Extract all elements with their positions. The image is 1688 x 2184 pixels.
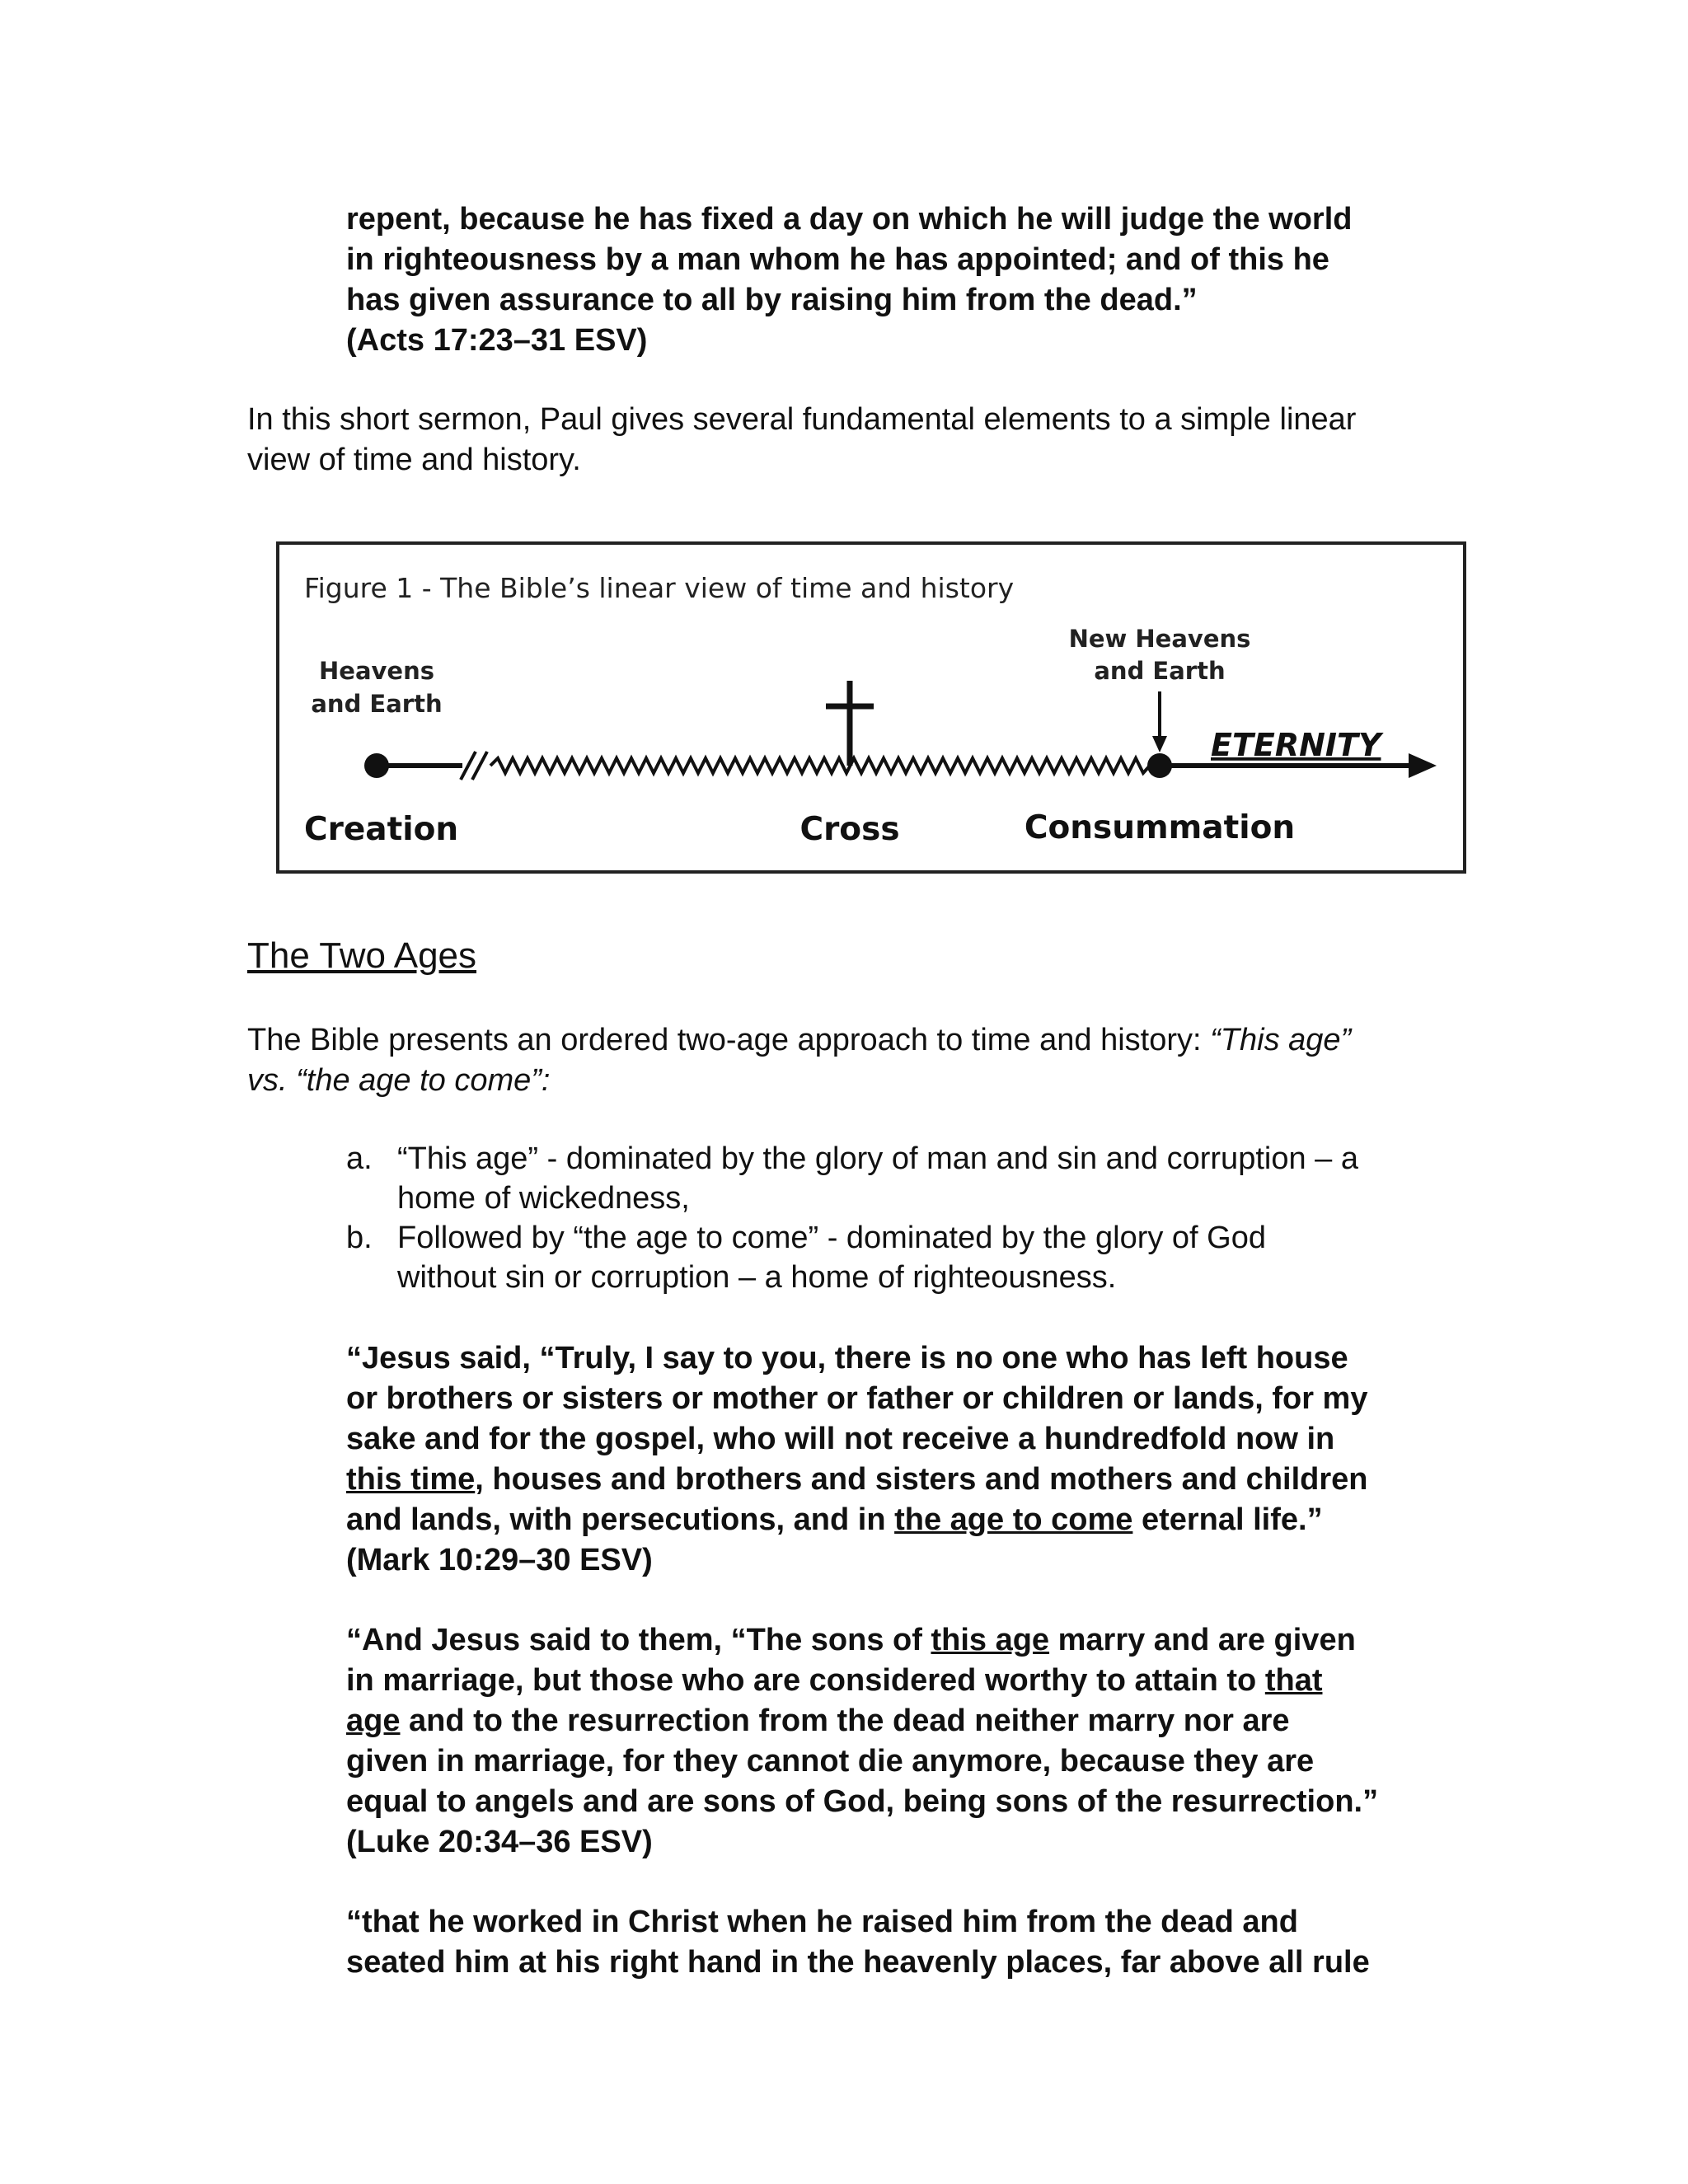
cross-label: Cross: [799, 811, 900, 848]
quote-text: “And Jesus said to them, “The sons of: [346, 1623, 931, 1657]
down-arrowhead: [1152, 736, 1167, 752]
timeline-diagram: [279, 545, 1463, 870]
two-ages-intro: [247, 1020, 1451, 1101]
paragraph-line: view of time and history.: [247, 443, 581, 477]
ages-list: [346, 1139, 1484, 1297]
heavens-earth-label: and Earth: [311, 690, 443, 718]
quote-line: [346, 1661, 1467, 1701]
mark-quote: [346, 1338, 1467, 1581]
list-item: [346, 1139, 1484, 1218]
new-heavens-label: New Heavens: [1068, 625, 1251, 653]
quote-line: “Jesus said, “Truly, I say to you, there is no one who has left house: [346, 1341, 1348, 1376]
quote-line: has given assurance to all by raising him from the dead.”: [346, 283, 1198, 317]
quote-line: given in marriage, for they cannot die anymore, because they are: [346, 1744, 1315, 1779]
underlined-phrase: age: [346, 1704, 401, 1738]
ephesians-quote: [346, 1902, 1467, 1983]
quote-line: seated him at his right hand in the heavenly places, far above all rule: [346, 1945, 1370, 1980]
quote-text: , houses and brothers and sisters and mothers and children: [475, 1462, 1368, 1497]
list-item-line: home of wickedness,: [397, 1181, 690, 1216]
quote-citation: (Acts 17:23–31 ESV): [346, 323, 648, 358]
quote-text: eternal life.”: [1132, 1502, 1323, 1537]
intro-italic-text: “This age”: [1210, 1023, 1352, 1057]
quote-line: [346, 1620, 1467, 1661]
eternity-label: ETERNITY: [1211, 727, 1381, 763]
timeline-figure: [276, 541, 1466, 874]
quote-text: and lands, with persecutions, and in: [346, 1502, 895, 1537]
paragraph-line: In this short sermon, Paul gives several fundamental elements to a simple linear: [247, 402, 1357, 437]
quote-line: in righteousness by a man whom he has appointed; and of this he: [346, 242, 1329, 277]
figure-caption: Figure 1 - The Bible’s linear view of time and history: [304, 572, 1015, 604]
list-marker: a.: [346, 1141, 373, 1176]
luke-quote: [346, 1620, 1467, 1863]
heavens-earth-label: Heavens: [319, 657, 434, 685]
list-item-line: “This age” - dominated by the glory of man and sin and corruption – a: [397, 1141, 1358, 1176]
quote-text: marry and are given: [1049, 1623, 1356, 1657]
quote-line: [346, 1701, 1467, 1741]
quote-line: equal to angels and are sons of God, being sons of the resurrection.”: [346, 1784, 1379, 1819]
intro-paragraph: [247, 400, 1484, 480]
quote-line: [346, 1500, 1467, 1540]
acts-quote: [346, 199, 1467, 361]
intro-plain-text: The Bible presents an ordered two-age approach to time and history:: [247, 1023, 1211, 1057]
new-heavens-label: and Earth: [1094, 657, 1226, 685]
creation-dot: [364, 753, 389, 778]
intro-italic-text: vs. “the age to come”:: [247, 1063, 551, 1098]
consummation-dot: [1147, 753, 1172, 778]
timeline-wavy-line: [490, 758, 1150, 773]
underlined-phrase: that: [1264, 1663, 1323, 1698]
paragraph-line: [247, 1020, 1451, 1061]
underlined-phrase: this age: [931, 1623, 1050, 1657]
underlined-phrase: this time: [346, 1462, 476, 1497]
creation-label: Creation: [304, 811, 459, 848]
list-item: [346, 1218, 1484, 1297]
quote-line: or brothers or sisters or mother or father or children or lands, for my: [346, 1381, 1368, 1416]
list-marker: b.: [346, 1221, 373, 1255]
list-item-line: Followed by “the age to come” - dominated by the glory of God: [397, 1221, 1266, 1255]
quote-citation: (Luke 20:34–36 ESV): [346, 1825, 653, 1859]
section-heading: The Two Ages: [247, 935, 477, 976]
quote-line: “that he worked in Christ when he raised him from the dead and: [346, 1905, 1298, 1939]
list-item-line: without sin or corruption – a home of righteousness.: [397, 1260, 1117, 1295]
paragraph-line: [247, 1061, 1451, 1101]
underlined-phrase: the age to come: [894, 1502, 1133, 1537]
quote-line: repent, because he has fixed a day on which he will judge the world: [346, 202, 1353, 237]
consummation-label: Consummation: [1024, 809, 1296, 846]
eternity-arrowhead: [1409, 753, 1437, 778]
quote-text: in marriage, but those who are considered worthy to attain to: [346, 1663, 1265, 1698]
quote-line: sake and for the gospel, who will not receive a hundredfold now in: [346, 1422, 1335, 1456]
quote-line: [346, 1460, 1467, 1500]
quote-text: and to the resurrection from the dead neither marry nor are: [400, 1704, 1290, 1738]
quote-citation: (Mark 10:29–30 ESV): [346, 1543, 653, 1577]
